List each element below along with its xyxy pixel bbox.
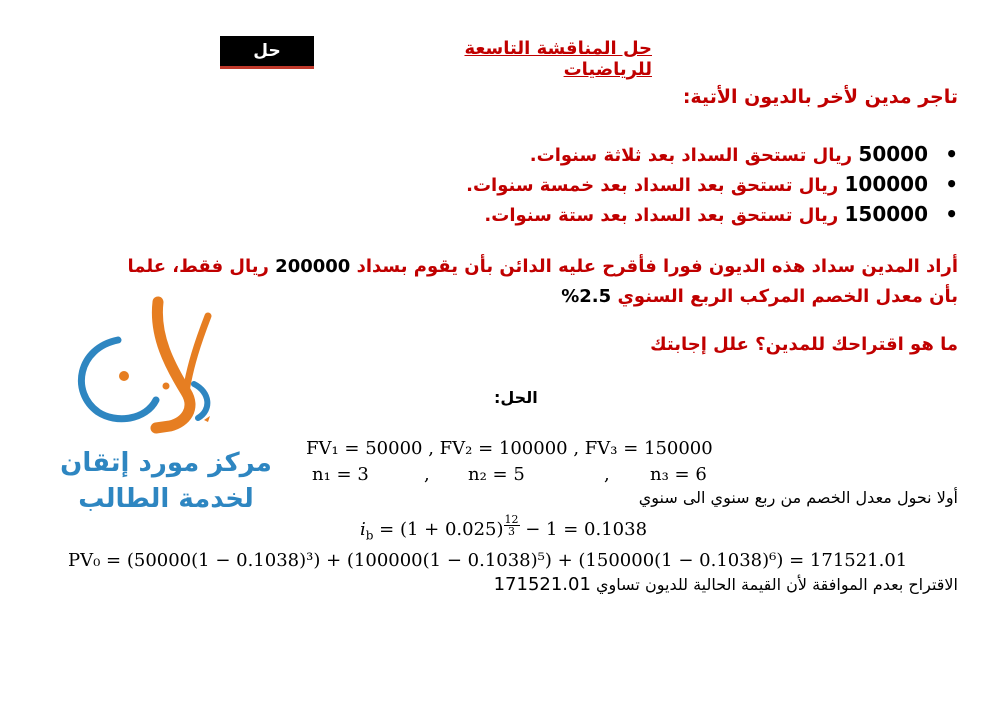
debt-amount: 100000 — [844, 172, 928, 196]
problem-intro: تاجر مدين لأخر بالديون الأتية: — [682, 86, 958, 108]
ib-base: = (1 + 0.025) — [373, 519, 504, 540]
conclusion — [494, 574, 958, 595]
logo-dot — [181, 385, 188, 392]
n1-value: n₁ = 3 — [312, 464, 369, 485]
debt-text: ريال تستحق بعد السداد بعد خمسة سنوات. — [466, 175, 839, 196]
fv-values: FV₁ = 50000 , FV₂ = 100000 , FV₃ = 150000 — [306, 438, 713, 459]
debt-item — [466, 170, 958, 200]
ib-exp-denominator: 3 — [508, 525, 516, 538]
logo-orange-stroke — [156, 302, 190, 428]
n2-value: n₂ = 5 — [468, 464, 525, 485]
debt-item — [466, 200, 958, 230]
conclusion-text: الاقتراح بعدم الموافقة لأن القيمة الحالية للديون تساوي — [596, 575, 958, 594]
bullet-icon: • — [945, 142, 958, 166]
n3-value: n₃ = 6 — [650, 464, 707, 485]
ib-subscript: b — [365, 528, 374, 543]
logo-dot — [119, 371, 129, 381]
statement-part1: أراد المدين سداد هذه الديون فورا فأقرح عليه الدائن بأن يقوم بسداد — [356, 256, 958, 277]
ib-symbol: i — [360, 519, 366, 540]
ib-exponent — [504, 514, 520, 537]
statement-amount: 200000 — [275, 256, 351, 277]
comma-sep: , — [604, 464, 610, 485]
debt-text: ريال تستحق بعد السداد بعد ستة سنوات. — [484, 205, 839, 226]
logo-dot — [163, 383, 170, 390]
logo-title: مركز مورد إتقان — [60, 448, 272, 478]
logo-orange-tail — [186, 316, 208, 392]
bullet-icon: • — [945, 172, 958, 196]
logo-subtitle: لخدمة الطالب — [78, 484, 254, 514]
statement-part2: ريال فقط، علما بأن معدل الخصم المركب الربع السنوي — [127, 256, 958, 307]
solution-label: الحل: — [494, 388, 538, 407]
bullet-icon: • — [945, 202, 958, 226]
ib-equation — [360, 514, 647, 543]
author-tag: حل ابوطلال — [220, 36, 314, 69]
logo-blue-curve — [81, 340, 156, 419]
statement-rate: 2.5% — [561, 286, 612, 307]
debt-item — [466, 140, 958, 170]
debt-amount: 50000 — [858, 142, 928, 166]
page-title: حل المناقشة التاسعة للرياضيات — [464, 38, 652, 80]
logo-hamza — [204, 416, 210, 422]
debt-amount: 150000 — [844, 202, 928, 226]
logo-blue-tail — [194, 384, 207, 418]
conclusion-value: 171521.01 — [493, 574, 591, 595]
ib-exp-numerator: 12 — [504, 513, 519, 526]
question: ما هو اقتراحك للمدين؟ علل إجابتك — [650, 334, 958, 355]
pv-equation: PV₀ = (50000(1 − 0.1038)³) + (100000(1 − 0.1038)⁵) + (150000(1 − 0.1038)⁶) = 171521.01 — [68, 550, 908, 571]
ib-rest: − 1 = 0.1038 — [519, 519, 648, 540]
debt-text: ريال تستحق السداد بعد ثلاثة سنوات. — [529, 145, 853, 166]
debt-list — [466, 140, 958, 230]
convert-note: أولا نحول معدل الخصم من ربع سنوي الى سنوي — [638, 488, 958, 507]
logo-dot — [173, 375, 180, 382]
comma-sep: , — [424, 464, 430, 485]
